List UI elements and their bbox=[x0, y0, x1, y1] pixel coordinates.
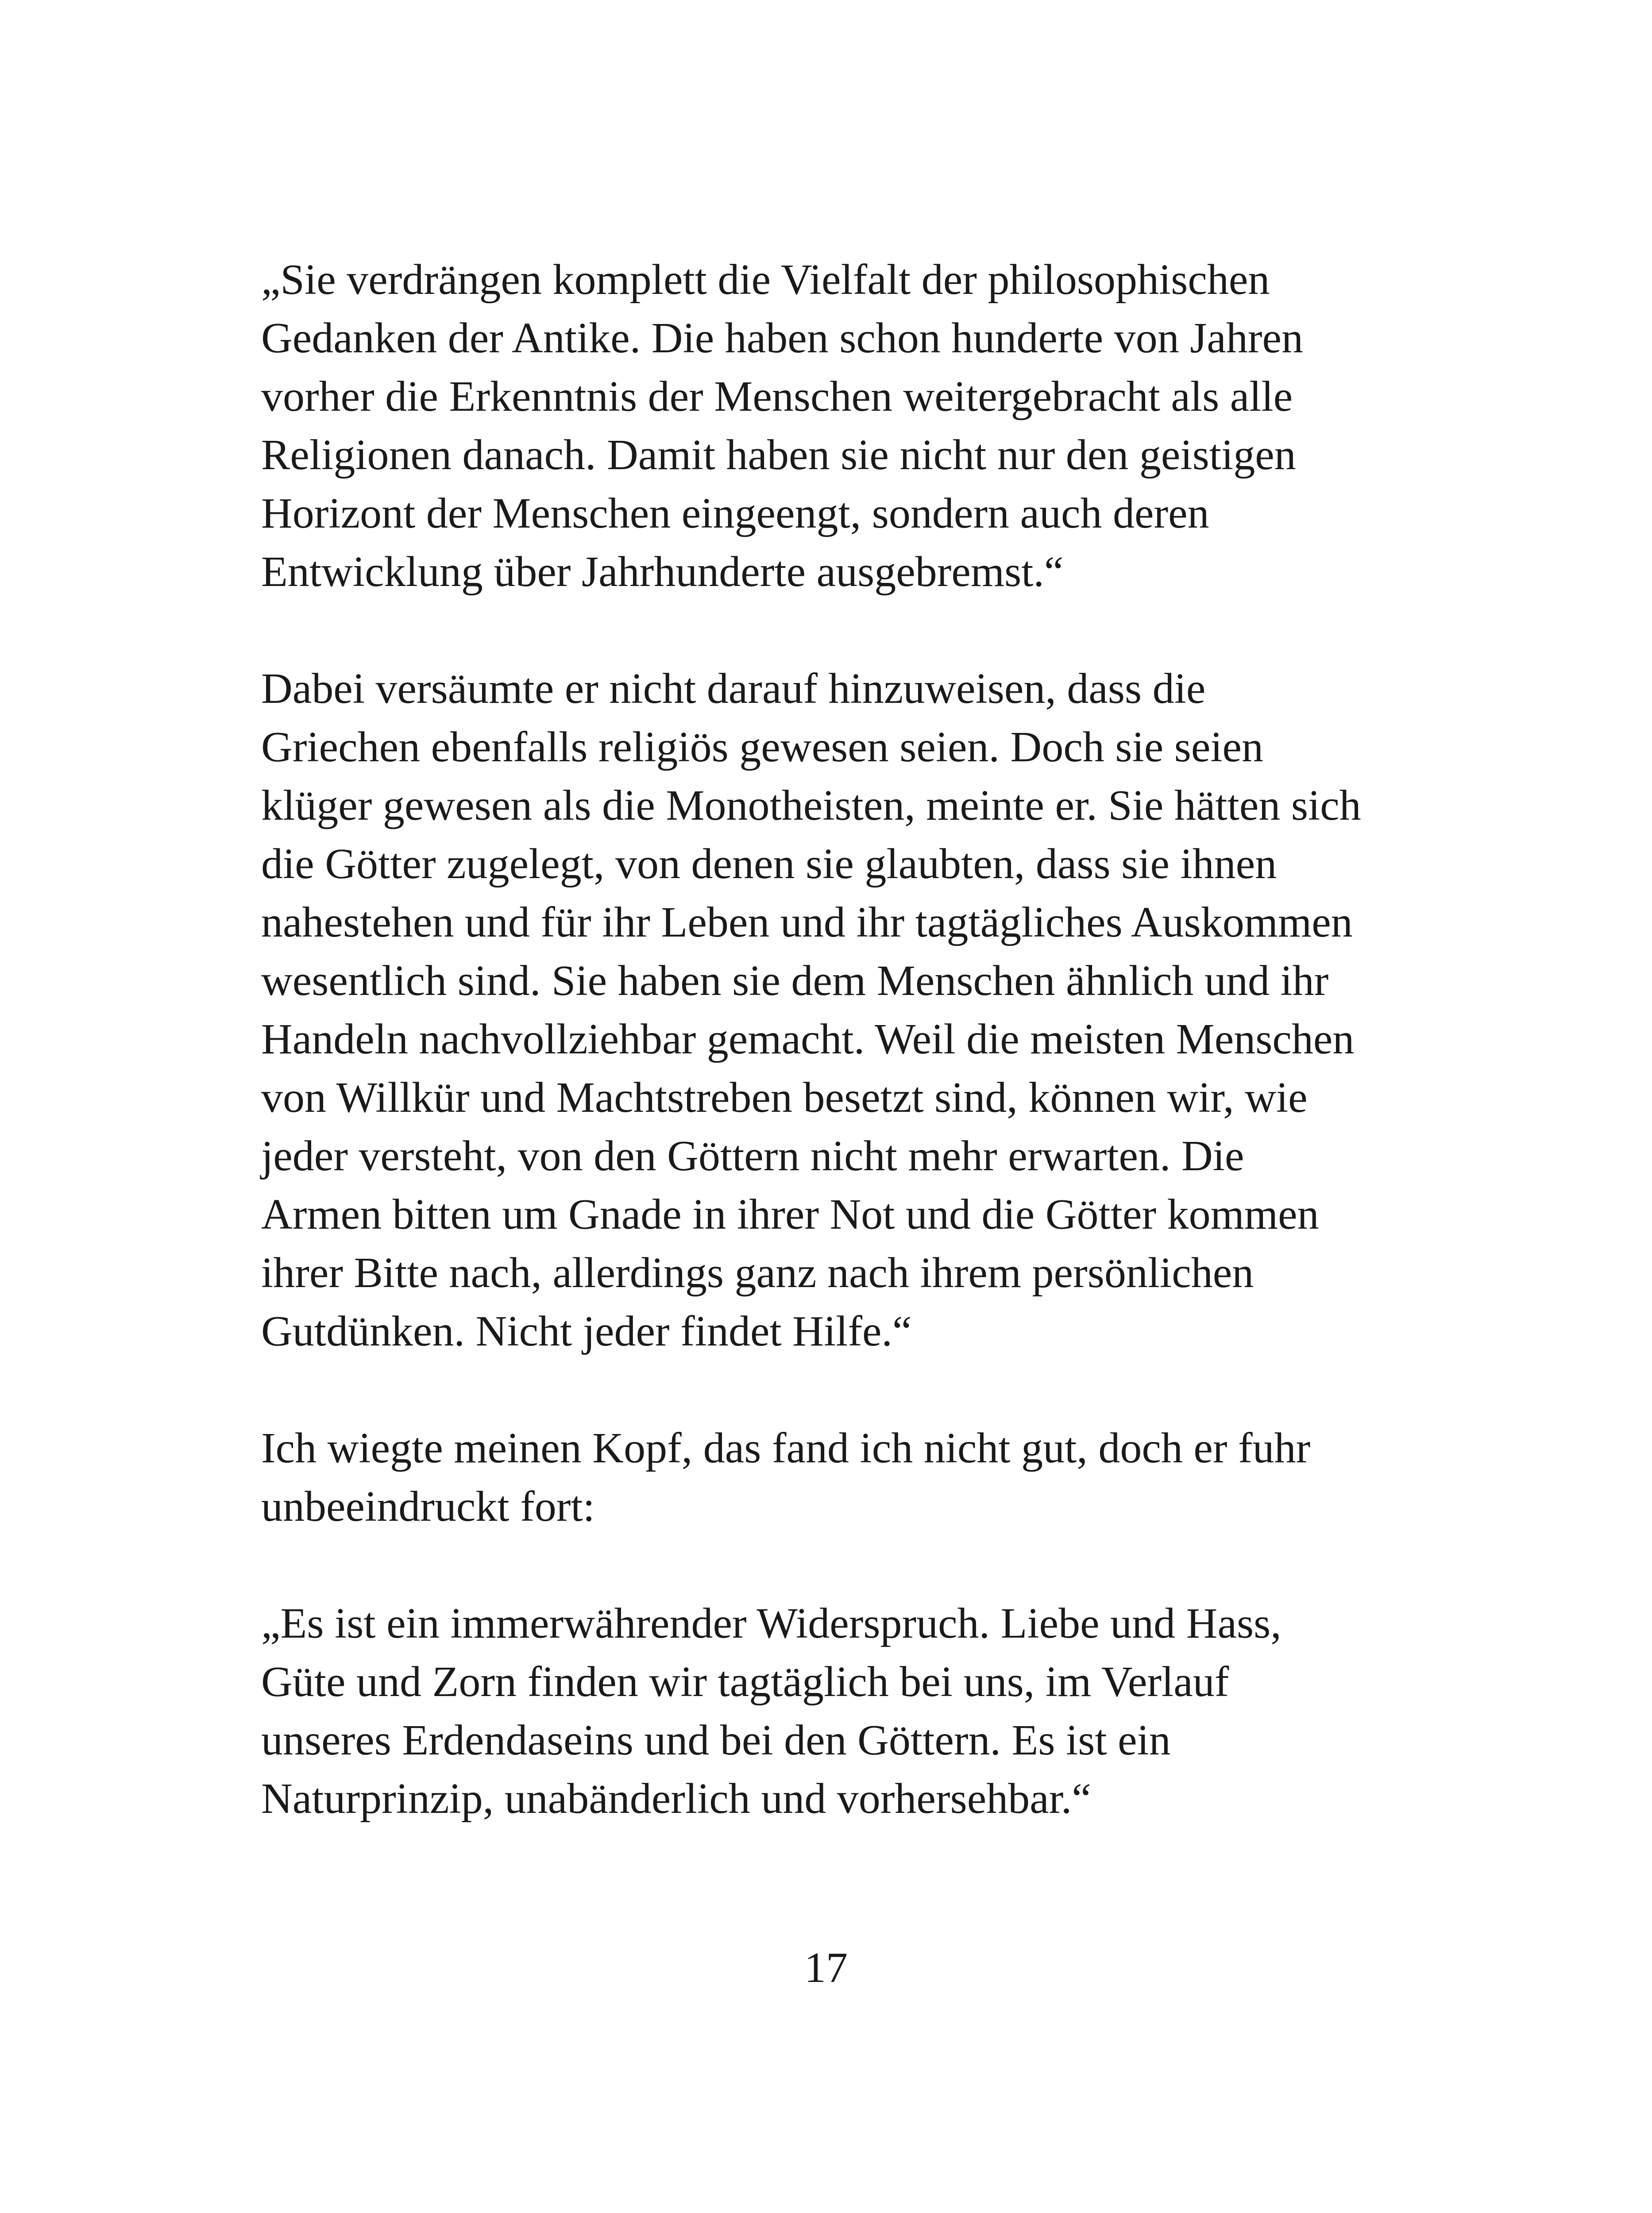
paragraph-1 bbox=[261, 251, 1394, 601]
text-line: Gutdünken. Nicht jeder findet Hilfe.“ bbox=[261, 1307, 912, 1355]
text-line: unseres Erdendaseins und bei den Göttern. Es ist ein bbox=[261, 1716, 1171, 1764]
body-text bbox=[261, 251, 1394, 1886]
paragraph-2 bbox=[261, 659, 1394, 1361]
text-line: ihrer Bitte nach, allerdings ganz nach ihrem persönlichen bbox=[261, 1249, 1254, 1297]
text-line: die Götter zugelegt, von denen sie glaubten, dass sie ihnen bbox=[261, 840, 1277, 888]
text-line: Güte und Zorn finden wir tagtäglich bei uns, im Verlauf bbox=[261, 1658, 1229, 1706]
text-line: „Sie verdrängen komplett die Vielfalt der philosophischen bbox=[261, 256, 1270, 304]
paragraph-4 bbox=[261, 1594, 1394, 1828]
text-line: Religionen danach. Damit haben sie nicht nur den geistigen bbox=[261, 431, 1296, 479]
text-line: jeder versteht, von den Göttern nicht mehr erwarten. Die bbox=[261, 1132, 1244, 1180]
text-line: „Es ist ein immerwährender Widerspruch. Liebe und Hass, bbox=[261, 1600, 1281, 1647]
page-number: 17 bbox=[804, 1944, 848, 1992]
paragraph-3 bbox=[261, 1419, 1394, 1536]
text-line: Naturprinzip, unabänderlich und vorhersehbar.“ bbox=[261, 1775, 1091, 1823]
text-line: wesentlich sind. Sie haben sie dem Menschen ähnlich und ihr bbox=[261, 957, 1329, 1005]
text-line: Gedanken der Antike. Die haben schon hunderte von Jahren bbox=[261, 314, 1303, 362]
text-line: Ich wiegte meinen Kopf, das fand ich nicht gut, doch er fuhr bbox=[261, 1424, 1311, 1472]
text-line: Armen bitten um Gnade in ihrer Not und die Götter kommen bbox=[261, 1191, 1319, 1238]
text-line: unbeeindruckt fort: bbox=[261, 1483, 595, 1531]
text-line: vorher die Erkenntnis der Menschen weitergebracht als alle bbox=[261, 373, 1293, 420]
text-line: Entwicklung über Jahrhunderte ausgebremst.“ bbox=[261, 548, 1064, 596]
text-line: klüger gewesen als die Monotheisten, meinte er. Sie hätten sich bbox=[261, 782, 1361, 829]
text-line: von Willkür und Machtstreben besetzt sind, können wir, wie bbox=[261, 1074, 1308, 1122]
text-line: Horizont der Menschen eingeengt, sondern auch deren bbox=[261, 490, 1209, 537]
text-line: Griechen ebenfalls religiös gewesen seien. Doch sie seien bbox=[261, 723, 1264, 771]
text-line: Dabei versäumte er nicht darauf hinzuweisen, dass die bbox=[261, 665, 1206, 713]
text-line: nahestehen und für ihr Leben und ihr tagtägliches Auskommen bbox=[261, 898, 1353, 946]
text-line: Handeln nachvollziehbar gemacht. Weil die meisten Menschen bbox=[261, 1015, 1355, 1063]
